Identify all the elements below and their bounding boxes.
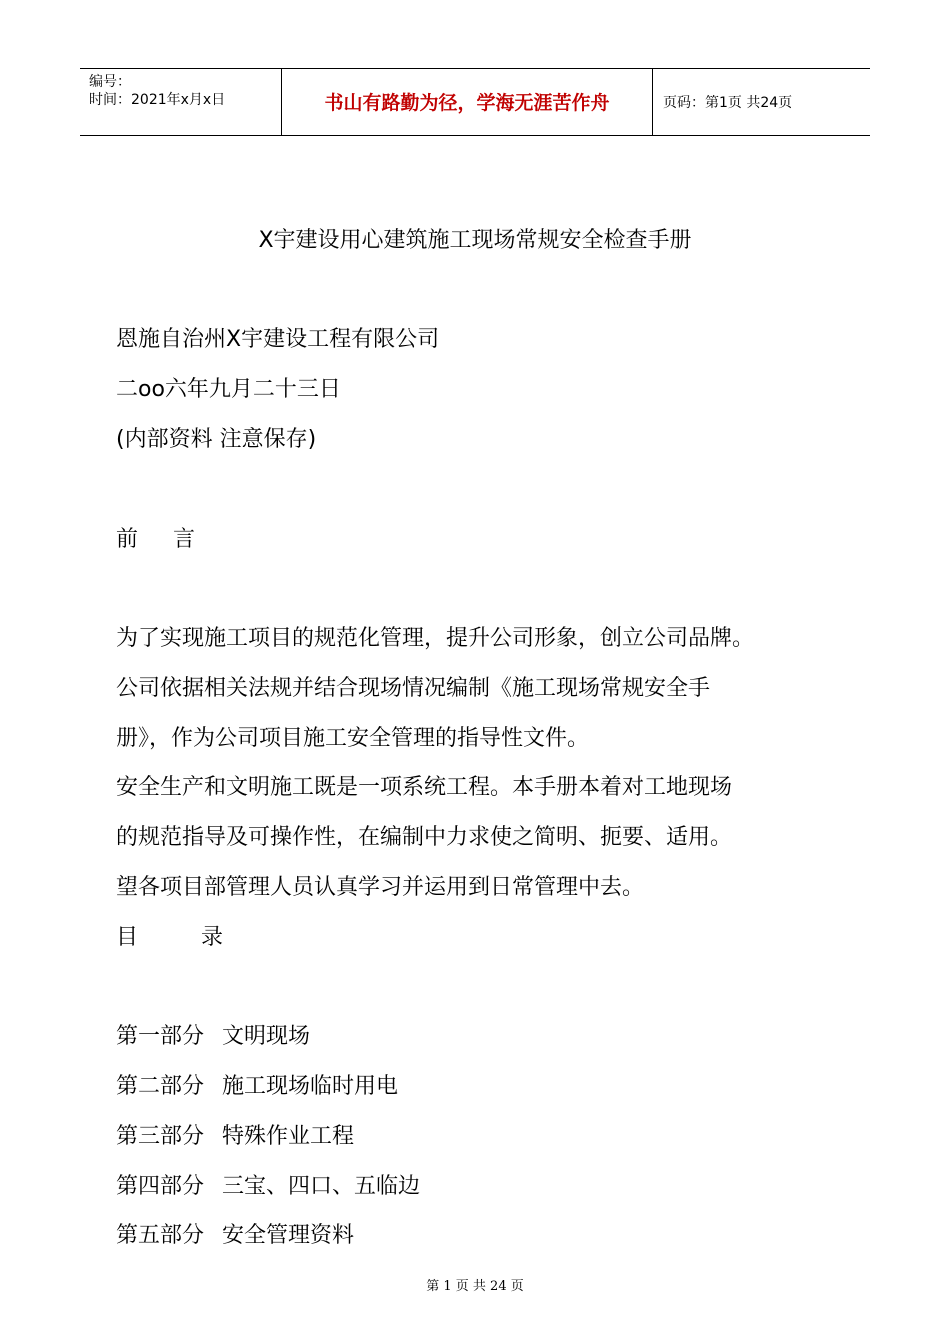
preface-line: 安全生产和文明施工既是一项系统工程。本手册本着对工地现场 [116, 775, 733, 800]
document-date: 二oo六年九月二十三日 [116, 377, 341, 402]
internal-note: (内部资料 注意保存) [116, 427, 317, 452]
header-meta-cell [80, 69, 281, 135]
toc-item [116, 1022, 310, 1052]
toc-item [116, 1122, 354, 1152]
toc-item [116, 1072, 398, 1102]
preface-line: 的规范指导及可操作性，在编制中力求使之简明、扼要、适用。 [116, 825, 733, 850]
header-page-info: 页码：第1页 共24页 [663, 95, 793, 111]
preface-line: 为了实现施工项目的规范化管理，提升公司形象，创立公司品牌。 [116, 626, 755, 651]
header-motto-cell [281, 69, 653, 135]
company-name: 恩施自治州X宇建设工程有限公司 [116, 327, 440, 352]
preface-heading: 前 言 [116, 527, 195, 552]
toc-item [116, 1172, 420, 1202]
document-date-label: 时间：2021年x月x日 [89, 92, 226, 108]
toc-part: 第一部分 [116, 1024, 205, 1049]
preface-line: 册》，作为公司项目施工安全管理的指导性文件。 [116, 726, 590, 751]
toc-title: 施工现场临时用电 [222, 1074, 399, 1099]
preface-line: 望各项目部管理人员认真学习并运用到日常管理中去。 [116, 875, 645, 900]
toc-part: 第二部分 [116, 1074, 205, 1099]
header-motto: 书山有路勤为径，学海无涯苦作舟 [324, 92, 610, 114]
toc-title: 文明现场 [222, 1024, 311, 1049]
toc-title: 特殊作业工程 [222, 1124, 355, 1149]
toc-part: 第四部分 [116, 1174, 205, 1199]
toc-part: 第五部分 [116, 1223, 205, 1248]
toc-title: 安全管理资料 [222, 1223, 355, 1248]
preface-line: 公司依据相关法规并结合现场情况编制《施工现场常规安全手 [116, 676, 711, 701]
header-page-cell [653, 69, 870, 135]
header-table [80, 68, 870, 136]
toc-item [116, 1221, 354, 1251]
toc-title: 三宝、四口、五临边 [222, 1174, 421, 1199]
document-number-label: 编号： [89, 74, 131, 90]
toc-heading: 目 录 [116, 925, 223, 950]
toc-part: 第三部分 [116, 1124, 205, 1149]
document-title: X宇建设用心建筑施工现场常规安全检查手册 [258, 228, 692, 253]
footer-page-number: 第 1 页 共 24 页 [426, 1279, 524, 1294]
